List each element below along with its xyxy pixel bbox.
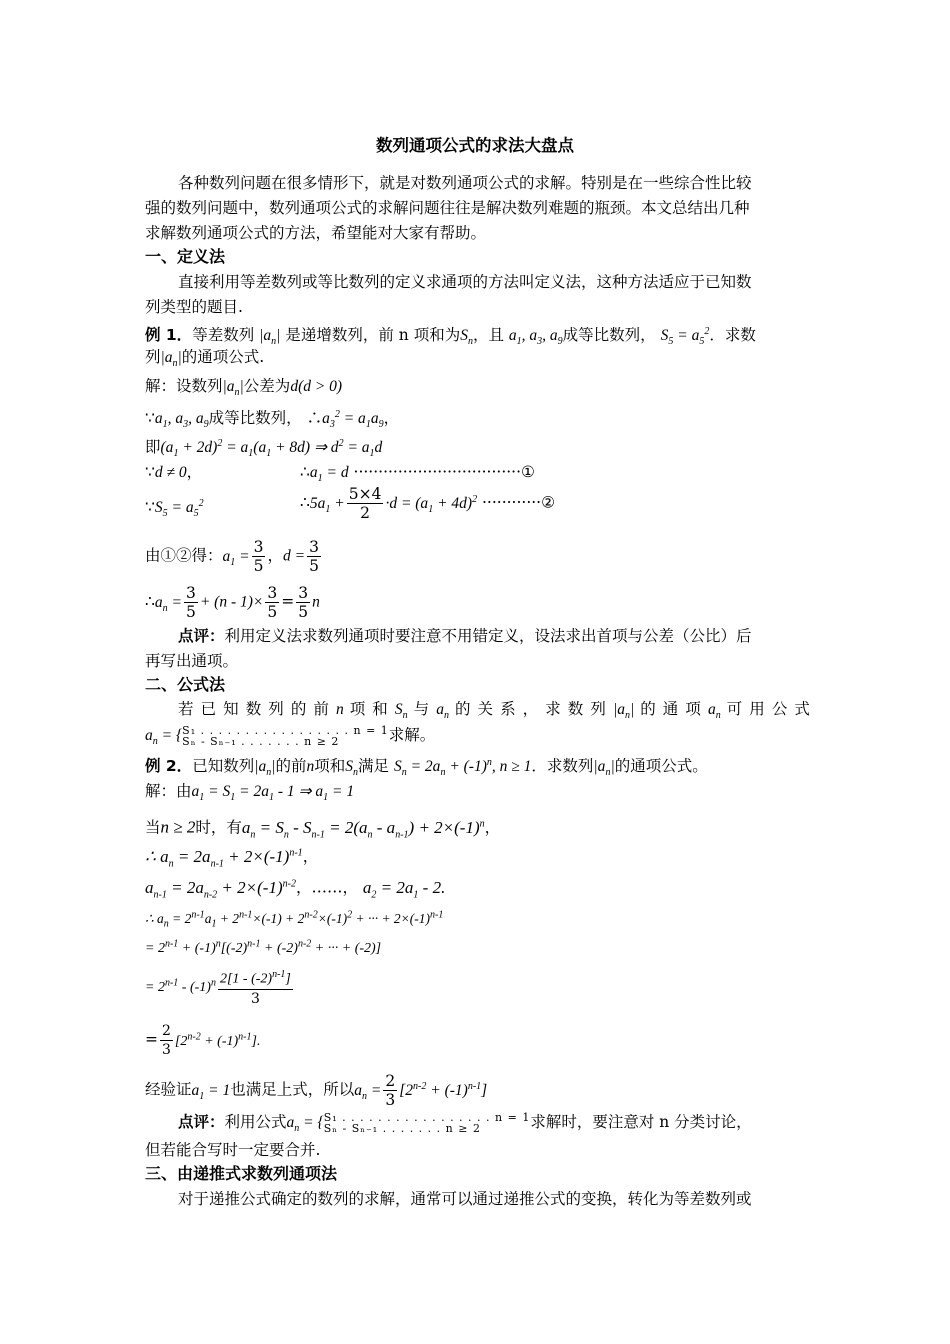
section2-para-line-2: $a_n = \{S_1$ . . . . . . . . . . . . . . . . . n = 1 Sₙ - Sₙ₋₁ . . . . . . . n ≥ 2 求解。 <box>145 724 436 748</box>
solution2-line-1: 解：由$a_1 = S_1 = 2a_1 - 1$ ⇒ $a_1 = 1$ <box>145 782 355 804</box>
solution2-line-4: $a_{n-1} = 2a_{n-2} + 2\times(-1)^{n-2}$，……， $a_2 = 2a_1 - 2$. <box>145 877 446 901</box>
solution1-line-3: 即$(a_1 + 2d)^2 = a_1(a_1 + 8d)$ ⇒ $d^2 = a_1d$ <box>145 438 383 460</box>
solution2-line-6: = $2^{n-1} + (-1)^n[(-2)^{n-1} + (-2)^{n-2}$ + ··· + (-2)] <box>145 938 382 956</box>
section2-heading: 二、公式法 <box>145 675 226 694</box>
intro-line-1: 各种数列问题在很多情形下，就是对数列通项公式的求解。特别是在一些综合性比较 <box>178 174 752 192</box>
solution1-line-5: $\because S_5 = a_5^2$ $\therefore 5a_1$ + $\frac{5\times 4}{2}$ $\cdot d = (a_1 + 4d)^2$ ············② <box>145 485 556 522</box>
comment1-line-1: 点评：利用定义法求数列通项时要注意不用错定义，设法求出首项与公差（公比）后 <box>178 627 752 645</box>
solution2-line-2: 当n ≥ 2时，有$a_n = S_n - S_{n-1} = 2(a_n - a_{n-1}) + 2\times(-1)^n$， <box>145 817 501 841</box>
example1-line-1: 例 1．等差数列 $|a_n|$ 是递增数列，前 n 项和为$S_n$，且 $a_1$, $a_3$, $a_9$成等比数列， $S_5 = a_5^2$．求数 <box>145 326 756 348</box>
solution1-line-6: 由①②得：$a_1$ = $\frac{3}{5}$ ，d = $\frac{3}{5}$ <box>145 538 319 575</box>
comment2-line-2: 但若能合写时一定要合并. <box>145 1141 321 1159</box>
solution2-line-8: = $\frac{2}{3}$ $[2^{n-2} + (-1)^{n-1}]$. <box>145 1023 261 1058</box>
solution1-line-4: ∵d ≠ 0， $\therefore a_1 = d$ ··································① <box>145 463 535 485</box>
example1-line-2: 列$|a_n|$的通项公式. <box>145 348 265 370</box>
section3-para: 对于递推公式确定的数列的求解，通常可以通过递推公式的变换，转化为等差数列或 <box>178 1190 752 1208</box>
comment2-line-1: 点评：利用公式$a_n = \{S_1$ . . . . . . . . . . . . . . . . . n = 1 Sₙ - Sₙ₋₁ . . . . . . . n ≥ 2 求解时，要注意对 n 分类讨论， <box>178 1111 752 1135</box>
solution2-line-3: ∴ $a_n = 2a_{n-1} + 2\times(-1)^{n-1}$， <box>145 846 319 870</box>
comment1-line-2: 再写出通项。 <box>145 652 239 670</box>
section3-heading: 三、由递推式求数列通项法 <box>145 1164 338 1183</box>
section1-para-2: 列类型的题目. <box>145 298 243 316</box>
solution1-line-1: 解：设数列$|a_n|$公差为d(d > 0) <box>145 377 343 399</box>
solution1-line-7: $\therefore a_n$ = $\frac{3}{5}$ + (n - 1)× $\frac{3}{5}$ = $\frac{3}{5}$ n <box>145 584 320 621</box>
solution2-line-5: ∴ $a_n = 2^{n-1}a_1 + 2^{n-1}\times(-1) + 2^{n-2}\times(-1)^2$ + ··· + $2\times(-1)^{n-1}$ <box>145 909 444 930</box>
page-title: 数列通项公式的求法大盘点 <box>376 136 574 155</box>
intro-line-3: 求解数列通项公式的方法，希望能对大家有帮助。 <box>145 224 487 242</box>
intro-line-2: 强的数列问题中，数列通项公式的求解问题往往是解决数列难题的瓶颈。本文总结出几种 <box>145 199 750 217</box>
section1-para-1: 直接利用等差数列或等比数列的定义求通项的方法叫定义法，这种方法适应于已知数 <box>178 273 752 291</box>
section1-heading: 一、定义法 <box>145 247 226 266</box>
solution2-line-9: 经验证$a_1 = 1$也满足上式，所以$a_n$ = $\frac{2}{3}$ $[2^{n-2} + (-1)^{n-1}]$ <box>145 1072 488 1109</box>
section2-para-line-1: 若 已 知 数 列 的 前 n 项 和 $S_n$ 与 $a_n$ 的 关 系 ， 求 数 列 $|a_n|$ 的 通 项 $a_n$ 可 用 公 式 <box>178 700 810 722</box>
solution2-line-7: = $2^{n-1} - (-1)^n$ $\frac{2[1 - (-2)^{n-1}]}{3}$ <box>145 966 810 1008</box>
example1-label: 例 1． <box>145 326 193 345</box>
example2-line: 例 2．已知数列$|a_n|$的前n项和$S_n$满足 $S_n = 2a_n + (-1)^n$, n ≥ 1．求数列$|a_n|$的通项公式。 <box>145 757 708 779</box>
solution1-line-2: $\because a_1$, $a_3$, $a_9$成等比数列， $\therefore a_3^2 = a_1a_9$， <box>145 409 400 431</box>
